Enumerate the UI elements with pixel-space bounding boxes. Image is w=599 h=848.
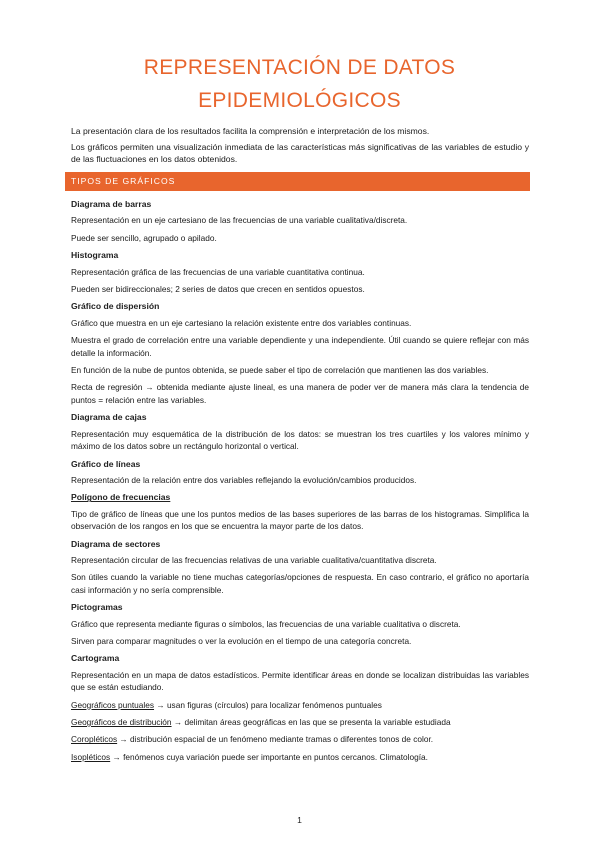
heading-poligono-frecuencias: Polígono de frecuencias [71, 492, 171, 503]
paragraph: Representación gráfica de las frecuencias de una variable cuantitativa continua. [71, 266, 365, 277]
term-geograficos-distribucion: Geográficos de distribución [71, 717, 172, 727]
heading-diagrama-barras: Diagrama de barras [71, 199, 152, 209]
paragraph: Pueden ser bidireccionales; 2 series de datos que crecen en sentidos opuestos. [71, 284, 365, 295]
term-geograficos-puntuales: Geográficos puntuales [71, 699, 155, 710]
paragraph: Representación muy esquemática de la distribución de los datos: se muestran los tres cuartiles y los valores mínimo y máximo de los datos sobre un rectángulo horizontal o vertical. [71, 428, 529, 452]
heading-cartograma: Cartograma [71, 653, 120, 664]
page-title-line2: EPIDEMIOLÓGICOS [198, 89, 401, 112]
paragraph: Recta de regresión → obtenida mediante ajuste lineal, es una manera de poder ver de manera más clara la tendencia de puntos = relación entre las variables. [71, 382, 529, 405]
definition: → delimitan áreas geográficas en las que se presenta la variable estudiada [171, 717, 451, 727]
paragraph: Tipo de gráfico de líneas que une los puntos medios de las bases superiores de las barras de los histogramas. Simplifica la observación de los rangos en los que se encuentra la mayor parte de los datos. [71, 508, 529, 532]
list-item [71, 716, 529, 728]
page-number: 1 [297, 815, 302, 825]
heading-pictogramas: Pictogramas [71, 602, 123, 613]
paragraph: Muestra el grado de correlación entre una variable dependiente y una independiente. Útil cuando se quiere reflejar con más detalle la información. [71, 335, 529, 358]
list-item [71, 751, 529, 763]
list-item [71, 699, 529, 711]
paragraph: Representación en un mapa de datos estadísticos. Permite identificar áreas en donde se localizan distribuidas las variables que se están estudiando. [71, 669, 529, 693]
list-item [71, 733, 529, 745]
definition: → distribución espacial de un fenómeno mediante tramas o diferentes tonos de color. [117, 734, 434, 745]
heading-grafico-lineas: Gráfico de líneas [71, 458, 141, 469]
paragraph: Puede ser sencillo, agrupado o apilado. [71, 232, 217, 243]
paragraph: Representación circular de las frecuencias relativas de una variable cualitativa/cuantitativa discreta. [71, 554, 437, 565]
page-title-line1: REPRESENTACIÓN DE DATOS [143, 56, 456, 79]
heading-diagrama-sectores: Diagrama de sectores [71, 538, 161, 549]
term-isopleticos: Isopléticos [71, 751, 111, 762]
paragraph: Representación de la relación entre dos variables reflejando la evolución/cambios producidos. [71, 474, 417, 485]
heading-diagrama-cajas: Diagrama de cajas [71, 412, 147, 423]
intro-paragraph-2: Los gráficos permiten una visualización inmediata de las características más significativas de las variables de estudio y de las fluctuaciones en los datos obtenidos. [71, 142, 529, 165]
paragraph: Representación en un eje cartesiano de las frecuencias de una variable cualitativa/discreta. [71, 215, 408, 226]
paragraph: Sirven para comparar magnitudes o ver la evolución en el tiempo de una categoría concreta. [71, 635, 412, 646]
definition: → usan figuras (círculos) para localizar fenómenos puntuales [154, 699, 382, 710]
intro-paragraph-1: La presentación clara de los resultados facilita la comprensión e interpretación de los mismos. [71, 126, 430, 136]
content-body [71, 195, 529, 768]
term-coropleticos: Coropléticos [71, 734, 118, 745]
section-title: TIPOS DE GRÁFICOS [71, 176, 176, 186]
paragraph: Son útiles cuando la variable no tiene muchas categorías/opciones de respuesta. En caso contrario, el gráfico no aportaría casi información y no sería comprensible. [71, 572, 529, 595]
paragraph: En función de la nube de puntos obtenida, se puede saber el tipo de correlación que mantienen las dos variables. [71, 365, 489, 376]
section-banner [65, 172, 530, 191]
heading-histograma: Histograma [71, 250, 119, 261]
paragraph: Gráfico que representa mediante figuras o símbolos, las frecuencias de una variable cualitativa o discreta. [71, 618, 461, 629]
heading-grafico-dispersion: Gráfico de dispersión [71, 301, 160, 312]
paragraph: Gráfico que muestra en un eje cartesiano la relación existente entre dos variables continuas. [71, 317, 412, 328]
definition: → fenómenos cuya variación puede ser importante en puntos cercanos. Climatología. [110, 751, 428, 762]
